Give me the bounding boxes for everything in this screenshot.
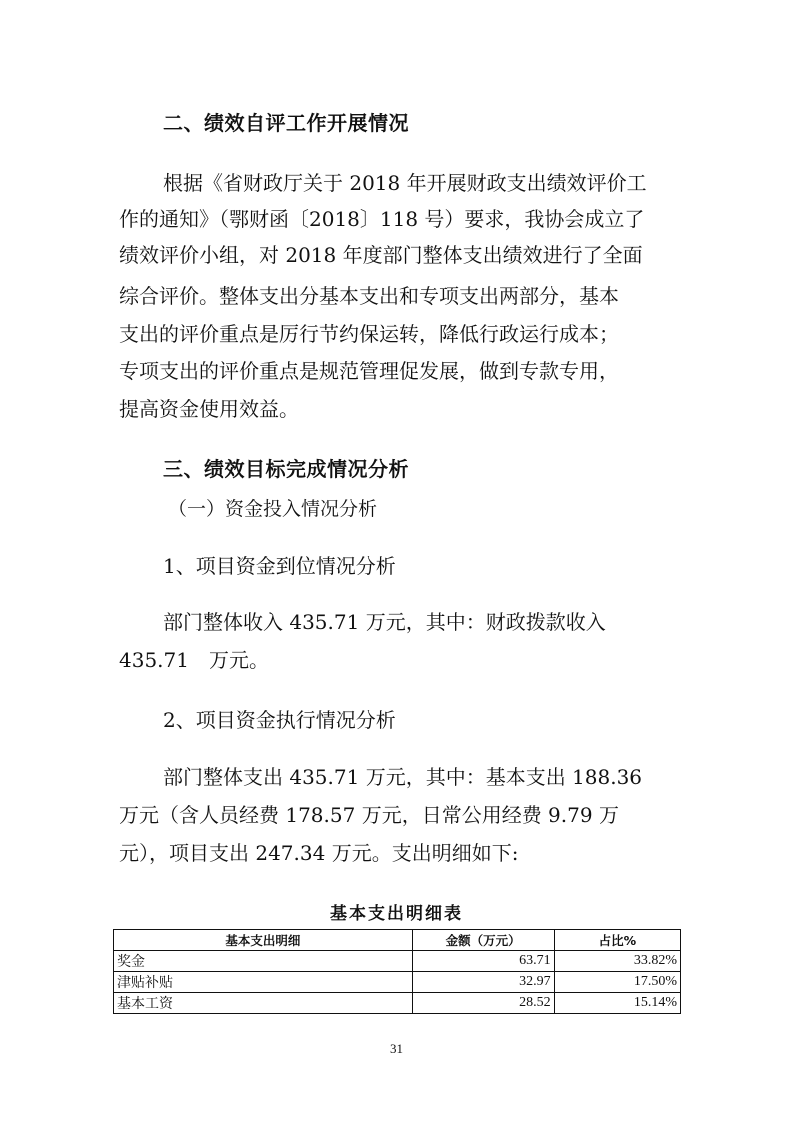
paragraph-line: 部门整体收入 435.71 万元，其中：财政拨款收入 (163, 610, 606, 634)
item-title-funds-execution: 2、项目资金执行情况分析 (163, 708, 396, 732)
table-cell-amount: 28.52 (412, 993, 554, 1014)
table-row (114, 951, 681, 972)
paragraph-line: 综合评价。整体支出分基本支出和专项支出两部分，基本 (119, 284, 619, 308)
paragraph-line: 435.71 万元。 (119, 648, 269, 672)
paragraph-line: 作的通知》（鄂财函〔2018〕118 号）要求，我协会成立了 (119, 207, 645, 231)
paragraph-line: 专项支出的评价重点是规范管理促发展，做到专款专用， (119, 359, 619, 383)
paragraph-line: 绩效评价小组，对 2018 年度部门整体支出绩效进行了全面 (119, 243, 643, 267)
table-cell-percent: 15.14% (554, 993, 680, 1014)
table-title: 基本支出明细表 (330, 904, 463, 924)
paragraph-line: 万元（含人员经费 178.57 万元，日常公用经费 9.79 万 (119, 803, 619, 827)
basic-expenditure-table (113, 929, 681, 1014)
table-cell-category: 津贴补贴 (114, 972, 413, 993)
table-row (114, 972, 681, 993)
item-title-funds-arrival: 1、项目资金到位情况分析 (163, 554, 396, 578)
table-cell-amount: 32.97 (412, 972, 554, 993)
table-cell-percent: 33.82% (554, 951, 680, 972)
column-header-percent: 占比% (554, 930, 680, 951)
table-cell-amount: 63.71 (412, 951, 554, 972)
section-heading-3: 三、绩效目标完成情况分析 (163, 457, 409, 481)
table-cell-percent: 17.50% (554, 972, 680, 993)
paragraph-line: 提高资金使用效益。 (119, 397, 299, 421)
table-cell-category: 奖金 (114, 951, 413, 972)
table-header-row (114, 930, 681, 951)
table-row (114, 993, 681, 1014)
paragraph-line: 元），项目支出 247.34 万元。支出明细如下: (119, 841, 519, 865)
column-header-amount: 金额（万元） (412, 930, 554, 951)
section-heading-2: 二、绩效自评工作开展情况 (163, 111, 409, 135)
paragraph-line: 根据《省财政厅关于 2018 年开展财政支出绩效评价工 (163, 171, 647, 195)
paragraph-line: 部门整体支出 435.71 万元，其中：基本支出 188.36 (163, 765, 643, 789)
page-number: 31 (390, 1041, 403, 1056)
table-cell-category: 基本工资 (114, 993, 413, 1014)
paragraph-line: 支出的评价重点是厉行节约保运转，降低行政运行成本； (119, 322, 619, 346)
subsection-heading: （一）资金投入情况分析 (168, 498, 378, 520)
column-header-category: 基本支出明细 (114, 930, 413, 951)
